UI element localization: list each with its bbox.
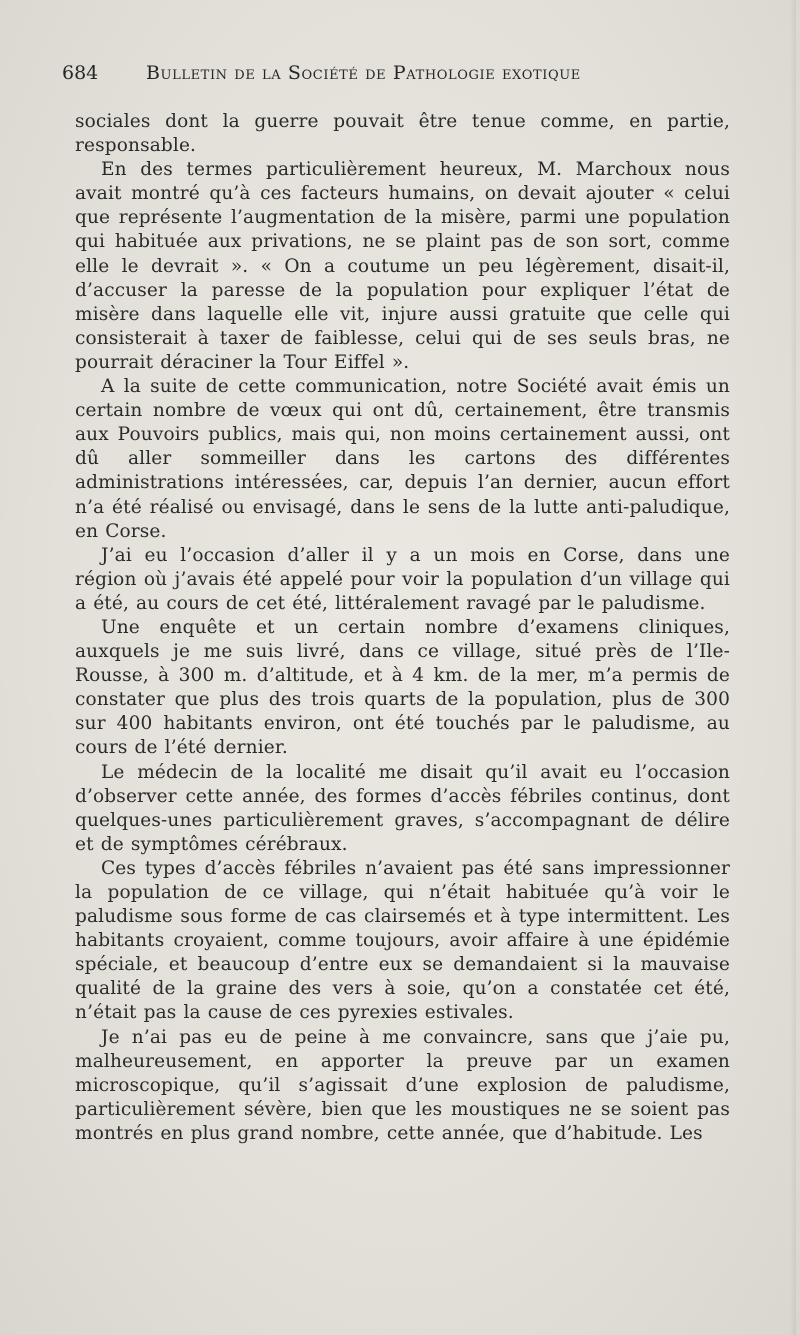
page-number: 684 [62,62,99,84]
paragraph: Je n’ai pas eu de peine à me convaincre, sans que j’aie pu, malheureusement, en apporter la preuve par un examen microscopique, qu’il s’agissait d’une explosion de paludisme, particulièrement sévère, bien que les moustiques ne se soient pas montrés en plus grand nombre, cette année, que d’habitude. Les [75,1026,730,1144]
paragraph: sociales dont la guerre pouvait être tenue comme, en partie, responsable. [75,111,730,157]
paragraph: J’ai eu l’occasion d’aller il y a un mois en Corse, dans une région où j’avais été appelé pour voir la population d’un village qui a été, au cours de cet été, littéralement ravagé par le paludisme. [75,544,730,614]
page-header [62,60,742,90]
body-text [75,110,730,1146]
paragraph: En des termes particulièrement heureux, M. Marchoux nous avait montré qu’à ces facteurs humains, on devait ajouter « celui que représente l’augmentation de la misère, parmi une population qui habituée aux privations, ne se plaint pas de son sort, comme elle le devrait ». « On a coutume un peu légèrement, disait-il, d’accuser la paresse de la population pour expliquer l’état de misère dans laquelle elle vit, injure aussi gratuite que celle qui consisterait à taxer de faiblesse, celui qui de ses seuls bras, ne pourrait déraciner la Tour Eiffel ». [75,159,730,373]
paragraph: Une enquête et un certain nombre d’examens cliniques, auxquels je me suis livré, dans ce village, situé près de l’Ile-Rousse, à 300 m. d’altitude, et à 4 km. de la mer, m’a permis de constater que plus des trois quarts de la population, plus de 300 sur 400 habitants environ, ont été touchés par le paludisme, au cours de l’été dernier. [75,616,730,759]
paragraph: Ces types d’accès fébriles n’avaient pas été sans impressionner la population de ce village, qui n’était habituée qu’à voir le paludisme sous forme de cas clairsemés et à type intermittent. Les habitants croyaient, comme toujours, avoir affaire à une épidémie spéciale, et beaucoup d’entre eux se demandaient si la mauvaise qualité de la graine des vers à soie, qu’on a constatée cet été, n’était pas la cause de ces pyrexies estivales. [75,857,730,1024]
page-edge-shadow [790,0,796,1335]
paragraph: Le médecin de la localité me disait qu’il avait eu l’occasion d’observer cette année, des formes d’accès fébriles continus, dont quelques-unes particulièrement graves, s’accompagnant de délire et de symptômes cérébraux. [75,761,730,855]
paragraph: A la suite de cette communication, notre Société avait émis un certain nombre de vœux qui ont dû, certainement, être transmis aux Pouvoirs publics, mais qui, non moins certainement aussi, ont dû aller sommeiller dans les cartons des différentes administrations intéressées, car, depuis l’an dernier, aucun effort n’a été réalisé ou envisagé, dans le sens de la lutte anti-paludique, en Corse. [75,376,730,542]
running-title: Bulletin de la Société de Pathologie exotique [146,62,581,84]
